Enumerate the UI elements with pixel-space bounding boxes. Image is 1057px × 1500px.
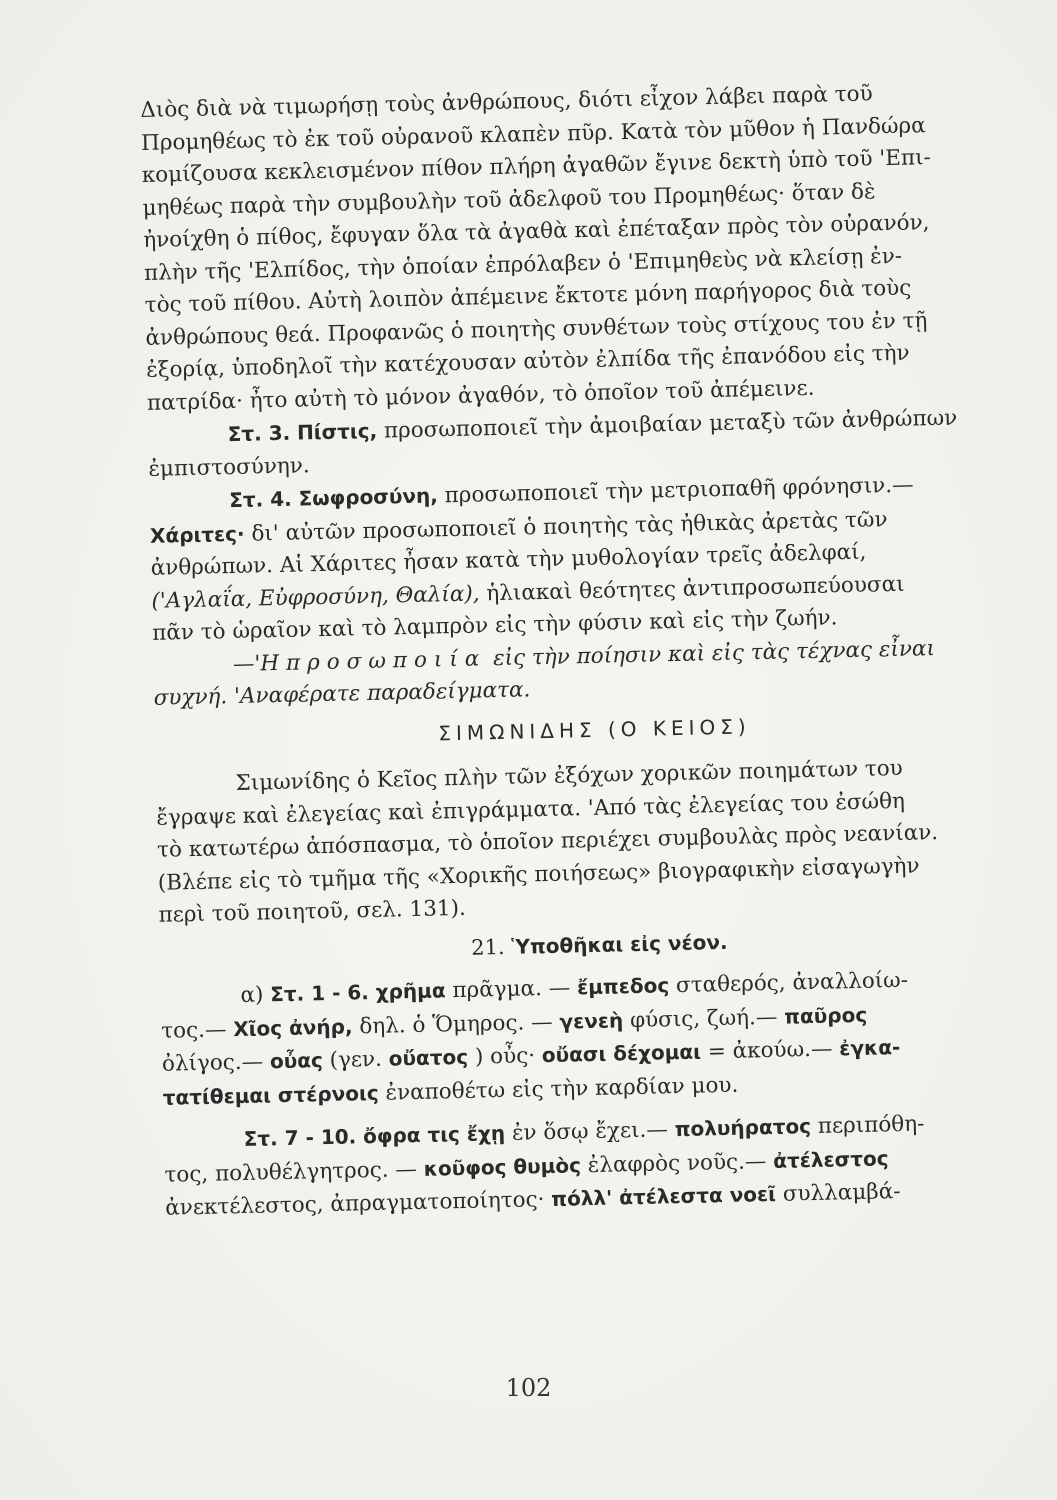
text-line: περὶ τοῦ ποιητοῦ, σελ. 131). [158,895,467,928]
page-text [140,75,1045,1225]
text-line: τὸς τοῦ πίθου. Αὐτὴ λοιπὸν ἀπέμεινε ἔκτοτε μόνη παρήγορος διὰ τοὺς [144,275,912,318]
note-text: = ἀκούω.— [707,1036,833,1065]
text-line: πλὴν τῆς 'Ελπίδος, τὴν ὁποίαν ἐπρόλαβεν ὁ 'Επιμηθεὺς νὰ κλείσῃ ἐν- [143,243,903,286]
term: χρῆμα [375,978,446,1004]
note-text: δηλ. ὁ Ὅμηρος. — [359,1009,553,1039]
verse-label: Στ. 3. [227,420,291,447]
spaced-term: προσωποιία [285,645,487,676]
text-line: (Βλέπε εἰς τὸ τμῆμα τῆς «Χορικῆς ποιήσεως» βιογραφικὴν εἰσαγωγὴν [157,853,920,896]
verse-label: Στ. 1 - 6. [269,980,370,1007]
term: ἔμπεδος [576,973,670,1000]
text-line: μηθέως παρὰ τὴν συμβουλὴν τοῦ ἀδελφοῦ του Προμηθέως· ὅταν δὲ [142,178,876,221]
poem-number: 21. [470,934,505,960]
term: οὔασι δέχομαι [541,1039,702,1068]
text-line: ἠνοίχθη ὁ πίθος, ἔφυγαν ὅλα τὰ ἀγαθὰ καὶ ἐπέταξαν πρὸς τὸν οὐρανόν, [143,210,930,253]
section-heading: ΣΙΜΩΝΙΔΗΣ (Ο ΚΕΙΟΣ) [438,713,751,745]
text-line: ἔγραψε καὶ ἐλεγείας καὶ ἐπιγράμματα. 'Από τὰς ἐλεγείας του ἐσώθη [156,788,906,831]
note-text: δι' αὐτῶν προσωποποιεῖ ὁ ποιητὴς τὰς ἠθικὰς ἀρετὰς τῶν [251,506,888,547]
term: ἀτέλεστος [772,1145,889,1173]
note-text: περιπόθη- [817,1111,925,1139]
note-text: φύσις, ζωή.— [629,1004,778,1033]
text-line: τὸ κατωτέρω ἀπόσπασμα, τὸ ὁποῖον περιέχει συμβουλὰς πρὸς νεανίαν. [156,820,939,863]
term: γενεὴ [559,1007,624,1034]
term: τατίθεμαι στέρνοις [162,1080,379,1110]
note-prefix: α) [240,982,264,1008]
dash-prefix: —'Η [232,650,280,677]
term: κοῦφος θυμὸς [423,1152,582,1181]
text-line: ἀνθρώπους θεά. Προφανῶς ὁ ποιητὴς συνθέτων τοὺς στίχους του ἐν τῇ [145,307,928,351]
poem-title-text: Ὑποθῆκαι εἰς νέον. [511,929,728,959]
term: ὄφρα τις ἔχῃ [362,1120,506,1149]
term: Πίστις, [296,418,378,445]
text-line: πᾶν τὸ ὡραῖον καὶ τὸ λαμπρὸν εἰς τὴν φύσιν καὶ εἰς τὴν ζωήν. [151,605,838,646]
note-text: προσωποποιεῖ τὴν μετριοπαθῆ φρόνησιν.— [444,472,914,509]
note-text: συλλαμβά- [782,1179,901,1207]
term: οὖας [269,1048,324,1074]
note-text: πρᾶγμα. — [452,975,571,1004]
note-text: ἡλιακαὶ θεότητες ἀντιπροσωπεύουσαι [486,571,905,606]
verse-label: Στ. 7 - 10. [243,1124,357,1151]
text-line: συχνή. 'Αναφέρατε παραδείγματα. [153,677,531,711]
term: πολυήρατος [674,1114,812,1142]
text-line: Προμηθέως τὸ ἐκ τοῦ οὐρανοῦ κλαπὲν πῦρ. Κατὰ τὸν μῦθον ἡ Πανδώρα [140,112,926,156]
text-line: ἐξορίᾳ, ὑποδηλοῖ τὴν κατέχουσαν αὐτὸν ἐλπίδα τῆς ἐπανόδου εἰς τὴν [145,340,910,383]
verse-label: Στ. 4. [228,486,292,513]
term: παῦρος [783,1002,868,1029]
text-line: πατρίδα· ἦτο αὐτὴ τὸ μόνον ἀγαθόν, τὸ ὁποῖον τοῦ ἀπέμεινε. [146,375,815,416]
term: Χῖος ἀνήρ, [232,1013,353,1041]
note-text: ἐν ὅσῳ ἔχει.— [511,1117,669,1146]
note-text: τος, πολυθέλγητρος. — [164,1156,418,1188]
note-text: εἰς τὴν ποίησιν καὶ εἰς τὰς τέχνας εἶναι [492,635,936,671]
page-number: 102 [505,1374,552,1402]
text-line: κομίζουσα κεκλεισμένον πίθον πλήρη ἀγαθῶν ἔγινε δεκτὴ ὑπὸ τοῦ 'Επι- [141,145,932,188]
note-text: προσωποποιεῖ τὴν ἀμοιβαίαν μεταξὺ τῶν ἀνθρώπων [383,405,958,444]
text-line: ἀνθρώπων. Αἱ Χάριτες ἦσαν κατὰ τὴν μυθολογίαν τρεῖς ἀδελφαί, [150,539,867,581]
term: Χάριτες· [149,521,245,548]
term: πόλλ' ἀτέλεστα νοεῖ [551,1181,777,1211]
text-line: Σιμωνίδης ὁ Κεῖος πλὴν τῶν ἐξόχων χορικῶν ποιημάτων του [235,755,904,797]
term: ἐγκα- [839,1034,901,1061]
note-text: ) οὖς· [474,1043,536,1070]
note-text: τος.— [160,1016,227,1044]
text-line: ἐμπιστοσύνην. [148,452,310,482]
term: Σωφροσύνη, [298,483,439,511]
text-line: Διὸς διὰ νὰ τιμωρήσῃ τοὺς ἀνθρώπους, διότι εἶχον λάβει παρὰ τοῦ [140,81,873,123]
note-text: ἐλαφρὸς νοῦς.— [587,1148,767,1178]
note-text: ὀλίγος.— [161,1049,264,1077]
term: οὔατος [388,1044,469,1071]
charites-names: ('Αγλαΐα, Εὐφροσύνη, Θαλία), [151,580,480,614]
note-text: (γεν. [329,1046,383,1073]
note-text: ἐναποθέτω εἰς τὴν καρδίαν μου. [385,1072,739,1106]
note-text: ἀνεκτέλεστος, ἀπραγματοποίητος· [164,1187,545,1221]
note-text: σταθερός, ἀναλλοίω- [675,967,909,999]
